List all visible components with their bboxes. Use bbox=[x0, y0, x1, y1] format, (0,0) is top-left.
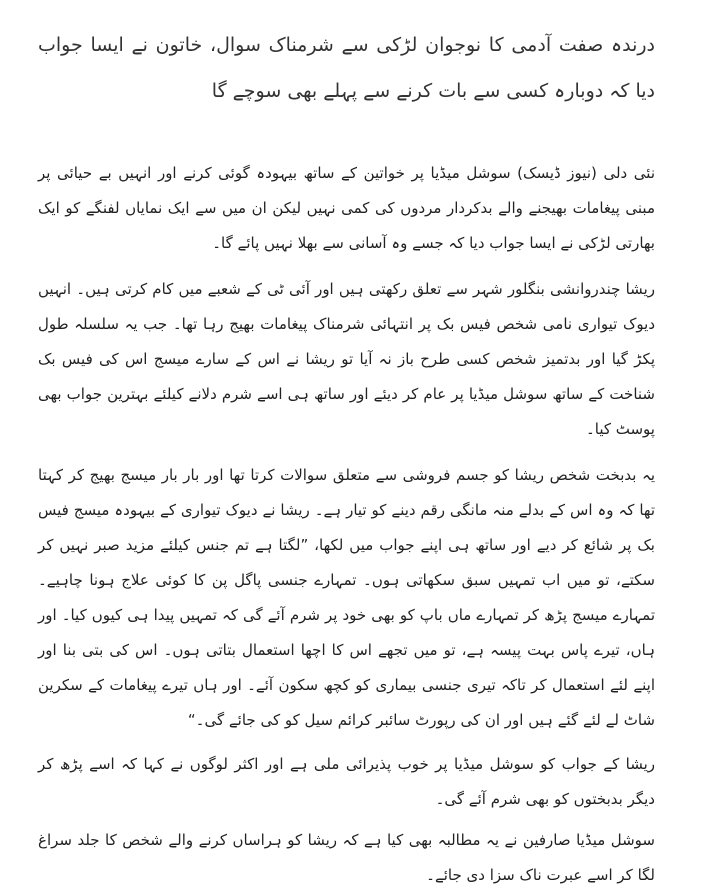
article-paragraph-2: ریشا چندروانشی بنگلور شہر سے تعلق رکھتی ہیں اور آئی ٹی کے شعبے میں کام کرتی ہیں۔ انہیں دیوک تیواری نامی شخص فیس بک پر انتہائی شرمناک پیغامات بھیج رہا تھا۔ جب یہ سلسلہ طول پکڑ گیا اور بدتمیز شخص کسی طرح باز نہ آیا تو ریشا نے اس کے سارے میسج اس کی فیس بک شناخت کے ساتھ سوشل میڈیا پر عام کر دیئے اور ساتھ ہی اسے شرم دلانے کیلئے بہترین جواب بھی پوسٹ کیا۔ bbox=[38, 280, 655, 438]
article-paragraph-1: نئی دلی (نیوز ڈیسک) سوشل میڈیا پر خواتین کے ساتھ بیہودہ گوئی کرنے اور انہیں بے حیائی پر مبنی پیغامات بھیجنے والے بدکردار مردوں کی کمی نہیں لیکن ان میں سے ایک نمایاں لفنگے کو ایک بھارتی لڑکی نے ایسا جواب دیا کہ جسے وہ آسانی سے بھلا نہیں پائے گا۔ bbox=[38, 164, 655, 252]
article-paragraph-3: یہ بدبخت شخص ریشا کو جسم فروشی سے متعلق سوالات کرتا تھا اور بار بار میسج بھیج کر کہتا تھا کہ وہ اس کے بدلے منہ مانگی رقم دینے کو تیار ہے۔ ریشا نے دیوک تیواری کے بیہودہ میسج فیس بک پر شائع کر دیے اور ساتھ ہی اپنے جواب میں لکھا، ”لگتا ہے تم جنس کیلئے مزید صبر نہیں کر سکتے، تو میں اب تمہیں سبق سکھاتی ہوں۔ تمہارے جنسی پاگل پن کا کوئی علاج ہونا چاہیے۔ تمہارے میسج پڑھ کر تمہارے ماں باپ کو بھی خود پر شرم آئے گی کہ تمہیں پیدا ہی کیوں کیا۔ اور ہاں، تیرے پاس بہت پیسہ ہے، تو میں تجھے اس کا اچھا استعمال بتاتی ہوں۔ اس کی بتی بنا اور اپنے لئے استعمال کر تاکہ تیری جنسی بیماری کو کچھ سکون آئے۔ اور ہاں تیرے پیغامات کے سکرین شاٹ لے لئے گئے ہیں اور ان کی رپورٹ سائبر کرائم سیل کو کی جائے گی۔“ bbox=[38, 466, 655, 729]
article-paragraph-4: ریشا کے جواب کو سوشل میڈیا پر خوب پذیرائی ملی ہے اور اکثر لوگوں نے کہا کہ اسے پڑھ کر دیگر بدبختوں کو بھی شرم آئے گی۔ bbox=[38, 755, 655, 808]
article-headline: درندہ صفت آدمی کا نوجوان لڑکی سے شرمناک سوال، خاتون نے ایسا جواب دیا کہ دوبارہ کسی سے بات کرنے سے پہلے بھی سوچے گا bbox=[38, 34, 655, 102]
news-article bbox=[0, 22, 705, 893]
article-paragraph-5: سوشل میڈیا صارفین نے یہ مطالبہ بھی کیا ہے کہ ریشا کو ہراساں کرنے والے شخص کا جلد سراغ لگا کر اسے عبرت ناک سزا دی جائے۔ bbox=[38, 831, 655, 884]
